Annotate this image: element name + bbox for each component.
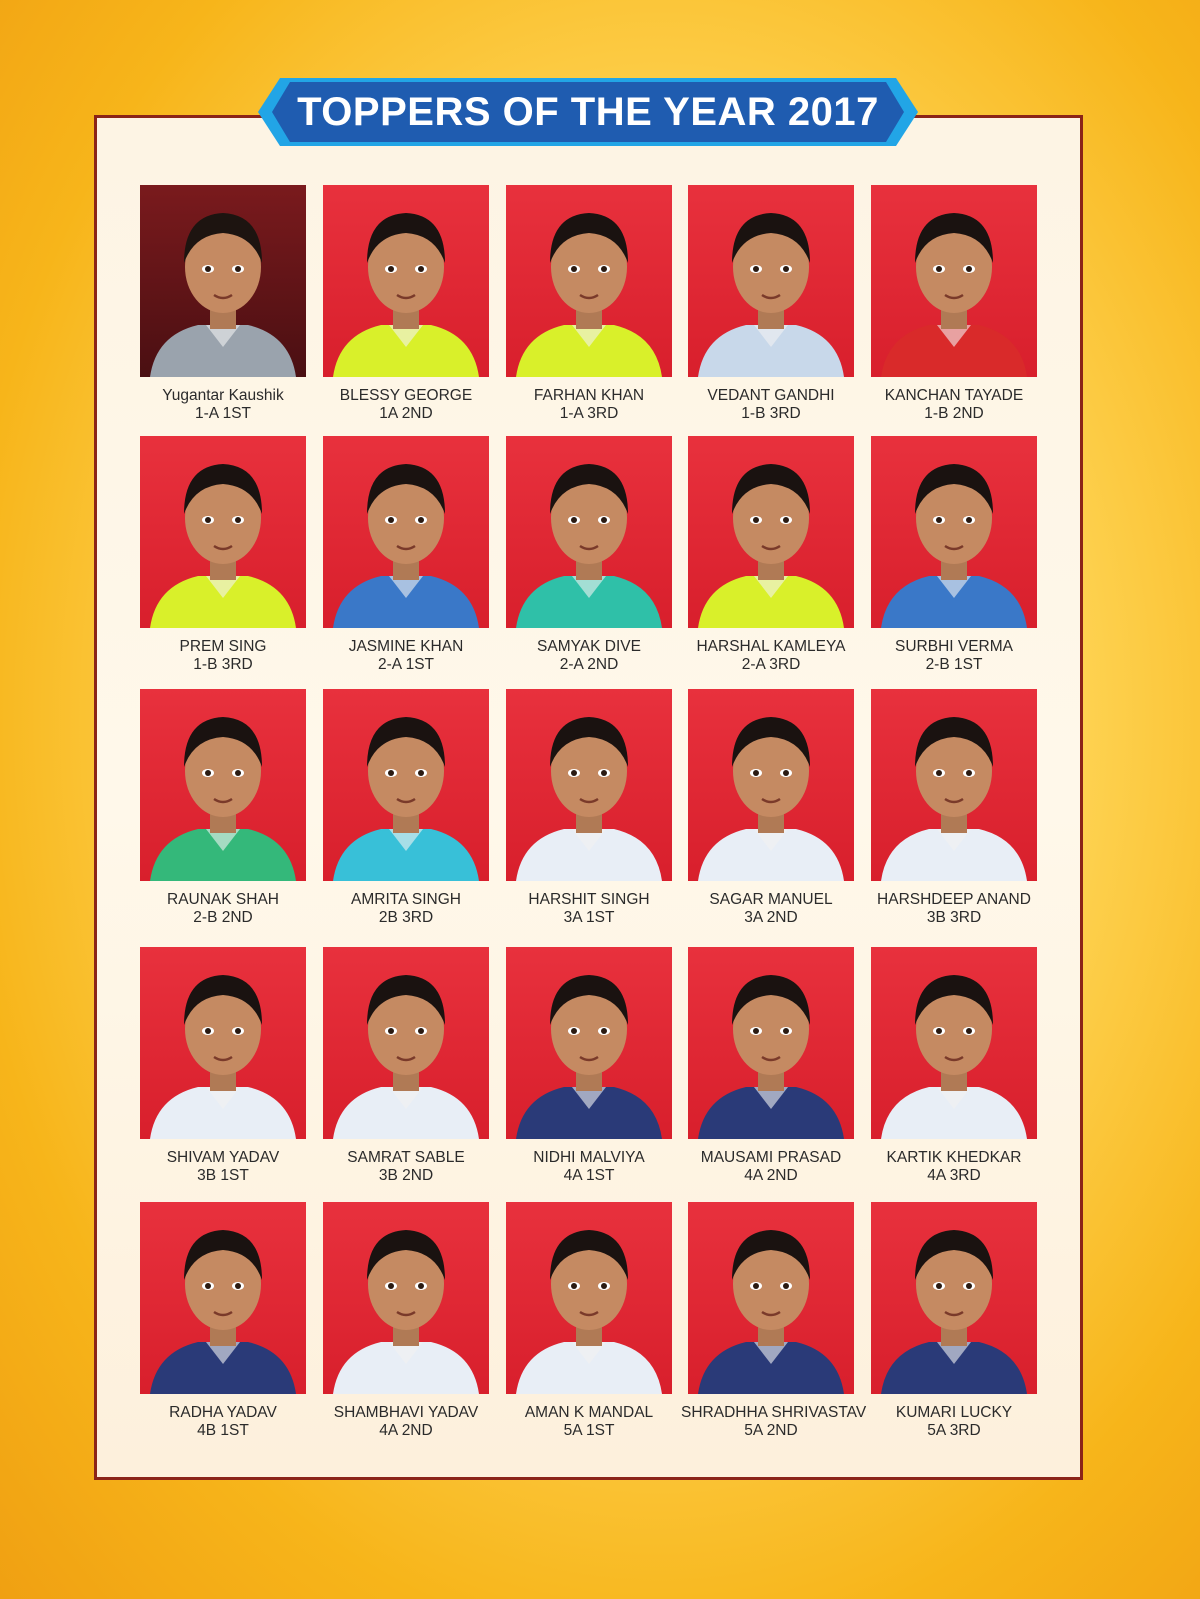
student-name: HARSHDEEP ANAND [877,891,1031,908]
student-photo [871,947,1037,1139]
student-name: VEDANT GANDHI [707,387,835,404]
student-class-rank: 4B 1ST [197,1422,249,1439]
student-class-rank: 3A 2ND [744,909,798,926]
portrait-icon [871,436,1037,628]
student-card [133,689,313,927]
student-photo [140,185,306,377]
student-photo [688,689,854,881]
student-class-rank: 5A 3RD [927,1422,981,1439]
student-card [864,185,1044,423]
student-card [316,689,496,927]
student-card [864,436,1044,674]
student-class-rank: 1-B 3RD [741,405,801,422]
student-name: AMAN K MANDAL [524,1404,654,1421]
portrait-icon [871,1202,1037,1394]
student-photo [140,436,306,628]
student-photo [506,947,672,1139]
student-name: MAUSAMI PRASAD [700,1149,842,1166]
portrait-icon [688,689,854,881]
student-photo [688,185,854,377]
student-photo [871,1202,1037,1394]
portrait-icon [688,1202,854,1394]
student-name: HARSHAL KAMLEYA [696,638,846,655]
student-card [499,947,679,1185]
student-photo [506,185,672,377]
student-card [499,436,679,674]
student-photo [506,1202,672,1394]
portrait-icon [871,947,1037,1139]
student-class-rank: 2-B 1ST [925,656,983,673]
student-name: SAMRAT SABLE [347,1149,465,1166]
student-name: SHAMBHAVI YADAV [333,1404,479,1421]
portrait-icon [140,689,306,881]
student-photo [506,689,672,881]
student-card [133,185,313,423]
student-card [316,185,496,423]
student-photo [871,185,1037,377]
student-class-rank: 3B 1ST [197,1167,249,1184]
student-class-rank: 4A 2ND [744,1167,798,1184]
student-photo [688,436,854,628]
student-photo [506,436,672,628]
student-card [681,1202,867,1440]
student-name: JASMINE KHAN [348,638,464,655]
student-name: NIDHI MALVIYA [533,1149,645,1166]
student-card [681,947,861,1185]
student-name: SURBHI VERMA [895,638,1013,655]
student-class-rank: 3B 2ND [378,1167,434,1184]
student-card [133,947,313,1185]
portrait-icon [688,436,854,628]
student-photo [871,436,1037,628]
student-class-rank: 2-A 1ST [378,656,434,673]
student-card [864,947,1044,1185]
student-class-rank: 2B 3RD [378,909,434,926]
student-photo [688,947,854,1139]
student-card [133,436,313,674]
student-name: RAUNAK SHAH [167,891,279,908]
student-class-rank: 4A 2ND [379,1422,433,1439]
student-card [316,947,496,1185]
student-card [681,436,861,674]
portrait-icon [506,1202,672,1394]
student-class-rank: 1A 2ND [379,405,433,422]
portrait-icon [140,947,306,1139]
student-photo [140,689,306,881]
portrait-icon [140,436,306,628]
portrait-icon [506,947,672,1139]
portrait-icon [140,1202,306,1394]
student-card [499,185,679,423]
student-name: Yugantar Kaushik [162,387,284,404]
student-card [864,689,1044,927]
student-class-rank: 2-A 2ND [559,656,619,673]
student-name: SHIVAM YADAV [166,1149,280,1166]
portrait-icon [323,947,489,1139]
student-card [499,1202,679,1440]
student-name: HARSHIT SINGH [528,891,650,908]
student-photo [323,1202,489,1394]
student-class-rank: 5A 1ST [563,1422,615,1439]
student-photo [323,947,489,1139]
portrait-icon [506,689,672,881]
portrait-icon [871,689,1037,881]
portrait-icon [506,185,672,377]
portrait-icon [323,185,489,377]
student-name: SAGAR MANUEL [709,891,833,908]
student-class-rank: 1-B 2ND [924,405,984,422]
student-card [864,1202,1044,1440]
student-card [316,436,496,674]
student-name: BLESSY GEORGE [339,387,473,404]
portrait-icon [688,947,854,1139]
portrait-icon [688,185,854,377]
student-photo [323,185,489,377]
student-photo [688,1202,854,1394]
student-card [316,1202,496,1440]
student-class-rank: 3B 3RD [926,909,982,926]
student-class-rank: 4A 3RD [927,1167,981,1184]
student-class-rank: 2-B 2ND [193,909,253,926]
student-card [681,689,861,927]
student-class-rank: 3A 1ST [563,909,615,926]
student-name: FARHAN KHAN [533,387,645,404]
student-class-rank: 4A 1ST [563,1167,615,1184]
portrait-icon [323,436,489,628]
portrait-icon [323,689,489,881]
student-class-rank: 1-B 3RD [193,656,253,673]
portrait-icon [871,185,1037,377]
student-card [499,689,679,927]
student-photo [323,689,489,881]
page-title: TOPPERS OF THE YEAR 2017 [297,90,879,134]
student-name: KUMARI LUCKY [895,1404,1013,1421]
student-card [681,185,861,423]
portrait-icon [506,436,672,628]
student-class-rank: 1-A 3RD [559,405,619,422]
student-class-rank: 2-A 3RD [741,656,801,673]
student-photo [871,689,1037,881]
student-photo [323,436,489,628]
portrait-icon [140,185,306,377]
student-class-rank: 5A 2ND [744,1422,798,1439]
student-card [133,1202,313,1440]
portrait-icon [323,1202,489,1394]
student-photo [140,947,306,1139]
student-name: AMRITA SINGH [351,891,461,908]
student-photo [140,1202,306,1394]
student-name: KANCHAN TAYADE [884,387,1024,404]
student-class-rank: 1-A 1ST [195,405,251,422]
student-name: PREM SING [179,638,267,655]
student-name: KARTIK KHEDKAR [886,1149,1022,1166]
student-name: SAMYAK DIVE [537,638,641,655]
student-name: SHRADHHA SHRIVASTAV [681,1404,867,1421]
student-name: RADHA YADAV [169,1404,277,1421]
